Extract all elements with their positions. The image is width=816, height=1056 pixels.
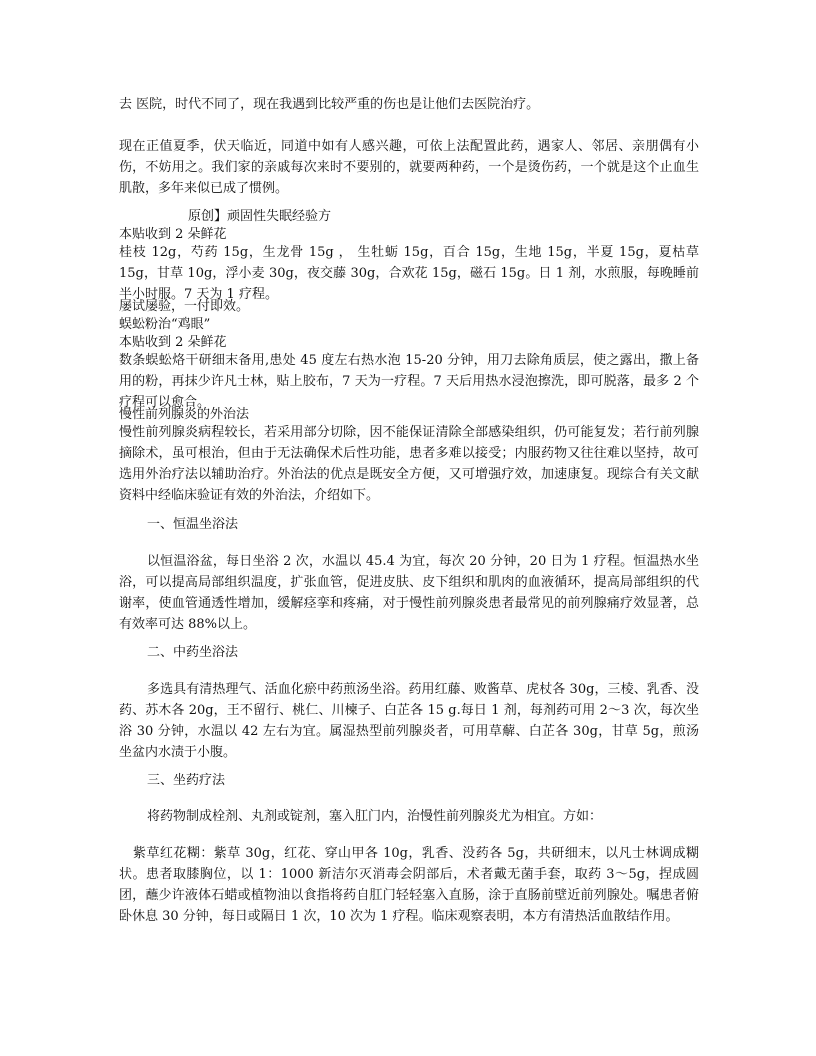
heading-section-2: 二、中药坐浴法 bbox=[147, 645, 239, 660]
paragraph-effective: 屡试屡验，一付即效。 bbox=[119, 299, 250, 314]
heading-section-1: 一、恒温坐浴法 bbox=[147, 517, 239, 532]
flower-count: 本贴收到 2 朵鲜花 bbox=[119, 227, 227, 242]
paragraph-centipede-powder: 数条蜈蚣烙干研细末备用,患处 45 度左右热水泡 15-20 分钟，用刀去除角质层，使之露出，撒上备用的粉，再抹少许凡士林，贴上胶布，7 天为一疗程。7 天后用热水浸泡擦洗，即可脱落，最多 2 个疗程可以愈合。 bbox=[119, 353, 699, 410]
paragraph-prostatitis-intro: 慢性前列腺炎病程较长，若采用部分切除，因不能保证清除全部感染组织，仍可能复发；若行前列腺摘除术，虽可根治，但由于无法确保术后性功能，患者多难以接受；内服药物又往往难以坚持，故可选用外治疗法以辅助治疗。外治法的优点是既安全方便，又可增强疗效，加速康复。现综合有关文献资料中经临床验证有效的外治法，介绍如下。 bbox=[119, 425, 699, 503]
paragraph-section-2: 多选具有清热理气、活血化瘀中药煎汤坐浴。药用红藤、败酱草、虎杖各 30g，三棱、乳香、没药、苏木各 20g，王不留行、桃仁、川楝子、白芷各 15 g.每日 1 剂，每剂药可用 2～3 次，每次坐浴 30 分钟，水温以 42 左右为宜。属湿热型前列腺炎者，可用草薢、白芷各 30g，甘草 5g，煎汤坐盆内水渍于小腹。 bbox=[119, 682, 699, 760]
paragraph-hospital: 去 医院，时代不同了，现在我遇到比较严重的伤也是让他们去医院治疗。 bbox=[119, 97, 540, 112]
heading-insomnia: 原创】顽固性失眠经验方 bbox=[188, 209, 332, 224]
heading-corn-treatment: 蜈蚣粉治“鸡眼” bbox=[119, 317, 211, 332]
paragraph-section-1: 以恒温浴盆，每日坐浴 2 次，水温以 45.4 为宜，每次 20 分钟，20 日为 1 疗程。恒温热水坐浴，可以提高局部组织温度，扩张血管，促进皮肤、皮下组织和肌肉的血液循环，提高局部组织的代谢率，使血管通透性增加，缓解痉挛和疼痛，对于慢性前列腺炎患者最常见的前列腺痛疗效显著，总有效率可达 88%以上。 bbox=[119, 554, 699, 632]
paragraph-insomnia-recipe: 桂枝 12g，芍药 15g，生龙骨 15g ， 生牡蛎 15g，百合 15g，生地 15g，半夏 15g，夏枯草 15g，甘草 10g，浮小麦 30g，夜交藤 30g，合欢花 15g，磁石 15g。日 1 剂，水煎服，每晚睡前 半小时服。7 天为 1 疗程。 bbox=[119, 245, 699, 302]
heading-section-3: 三、坐药疗法 bbox=[147, 773, 226, 788]
paragraph-section-3-intro: 将药物制成栓剂、丸剂或锭剂，塞入肛门内，治慢性前列腺炎尤为相宜。方如： bbox=[147, 809, 603, 824]
paragraph-purple-paste: 紫草红花糊：紫草 30g，红花、穿山甲各 10g，乳香、没药各 5g，共研细末，以凡士林调成糊状。患者取膝胸位，以 1：1000 新洁尔灭消毒会阴部后，术者戴无菌手套，取药 3～5g，捏成圆团，蘸少许液体石蜡或植物油以食指将药自肛门轻轻塞入直肠，涂于直肠前壁近前列腺处。嘱患者俯卧休息 30 分钟，每日或隔日 1 次，10 次为 1 疗程。临床观察表明，本方有清热活血散结作用。 bbox=[119, 846, 699, 924]
heading-prostatitis: 慢性前列腺炎的外治法 bbox=[119, 407, 250, 422]
paragraph-summer-note: 现在正值夏季，伏天临近，同道中如有人感兴趣，可依上法配置此药，遇家人、邻居、亲朋偶有小伤，不妨用之。我们家的亲戚每次来时不要别的，就要两种药，一个是烫伤药，一个就是这个止血生肌散，多年来似已成了惯例。 bbox=[119, 139, 699, 196]
flower-count: 本贴收到 2 朵鲜花 bbox=[119, 335, 227, 350]
